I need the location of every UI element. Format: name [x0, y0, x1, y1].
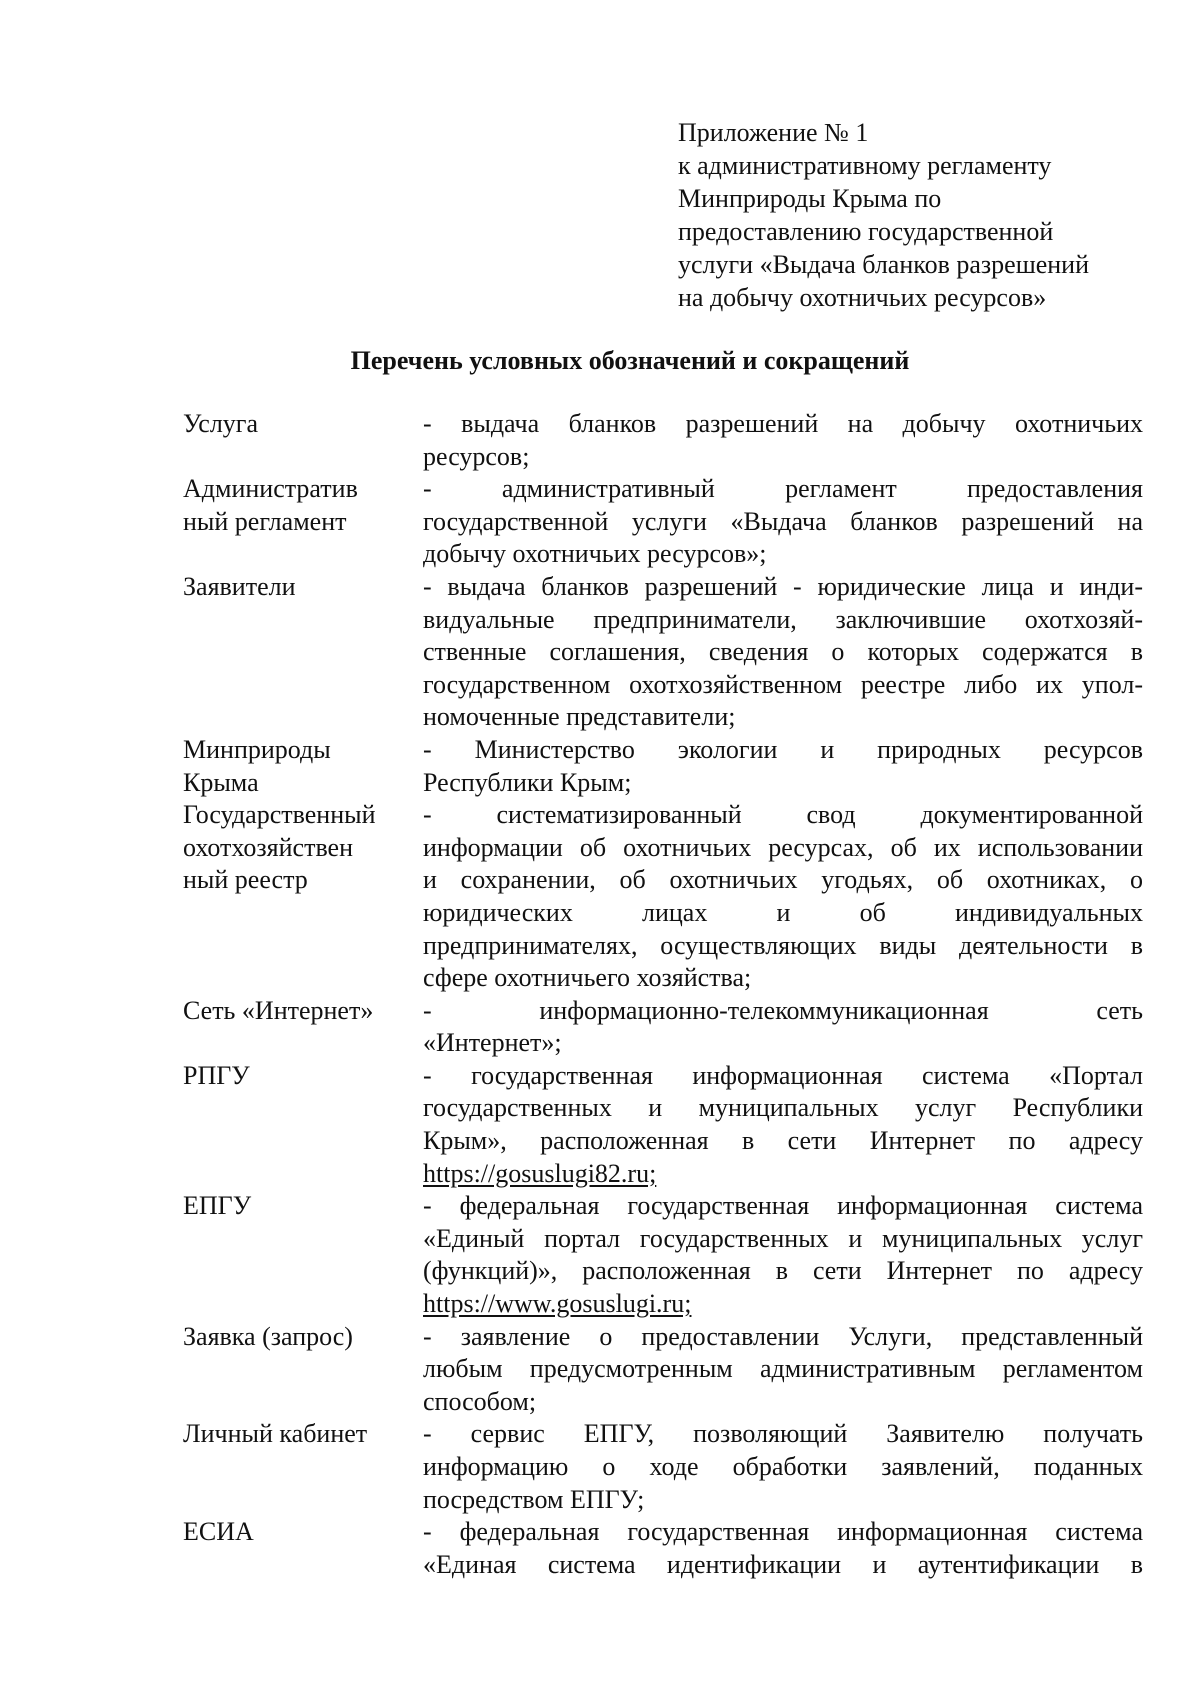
glossary-term-line: ный реестр [183, 865, 308, 895]
glossary-term-line: Административ [183, 474, 358, 504]
glossary-term-line: Заявители [183, 571, 296, 601]
glossary-definition [423, 408, 1143, 473]
glossary-row [183, 473, 1143, 571]
glossary-term-line: РПГУ [183, 1060, 250, 1090]
glossary-definition-line: добычу охотничьих ресурсов»; [423, 539, 767, 569]
glossary-term-line: Личный кабинет [183, 1419, 368, 1449]
glossary-definition-line: - государственная информационная система «Портал [423, 1060, 1143, 1090]
glossary-definition-line: ственные соглашения, сведения о которых содержатся в [423, 637, 1143, 667]
glossary-term [183, 1418, 423, 1451]
glossary-definition-line: государственных и муниципальных услуг Республики [423, 1093, 1143, 1123]
glossary-definition-line: государственной услуги «Выдача бланков разрешений на [423, 506, 1143, 536]
glossary-term-line: Заявка (запрос) [183, 1321, 353, 1351]
glossary-row [183, 995, 1143, 1060]
glossary-term [183, 1516, 423, 1549]
glossary-term [183, 734, 423, 799]
glossary-term-line: ЕСИА [183, 1517, 254, 1547]
glossary-definition [423, 1418, 1143, 1516]
glossary-definition-line: юридических лицах и об индивидуальных [423, 897, 1143, 927]
glossary-list [183, 408, 1143, 1581]
glossary-definition-line: - заявление о предоставлении Услуги, представленный [423, 1321, 1143, 1351]
glossary-definition-line: любым предусмотренным административным регламентом [423, 1354, 1143, 1384]
glossary-definition-line: - выдача бланков разрешений - юридические лица и инди- [423, 571, 1143, 601]
appendix-line: предоставлению государственной [678, 217, 1054, 246]
glossary-definition-line: ресурсов; [423, 441, 530, 471]
glossary-row [183, 799, 1143, 995]
appendix-line: к административному регламенту [678, 151, 1052, 180]
glossary-definition-line: номоченные представители; [423, 702, 736, 732]
glossary-term-line: Минприроды [183, 734, 331, 764]
glossary-definition-line: предпринимателях, осуществляющих виды деятельности в [423, 930, 1143, 960]
glossary-row [183, 734, 1143, 799]
glossary-definition-line: «Единый портал государственных и муниципальных услуг [423, 1223, 1143, 1253]
glossary-term-line: ЕПГУ [183, 1191, 252, 1221]
glossary-definition [423, 1516, 1143, 1581]
glossary-definition-line: - выдача бланков разрешений на добычу охотничьих [423, 409, 1143, 438]
glossary-definition-line: и сохранении, об охотничьих угодьях, об охотниках, о [423, 865, 1143, 895]
glossary-definition-line: посредством ЕПГУ; [423, 1484, 645, 1514]
glossary-row [183, 1516, 1143, 1581]
glossary-definition-line: «Единая система идентификации и аутентификации в [423, 1549, 1143, 1579]
glossary-definition-line: - Министерство экологии и природных ресурсов [423, 734, 1143, 764]
glossary-term [183, 571, 423, 604]
glossary-term-line: Услуга [183, 409, 259, 438]
glossary-definition [423, 473, 1143, 571]
glossary-definition-line: сфере охотничьего хозяйства; [423, 963, 752, 993]
glossary-row [183, 1060, 1143, 1190]
glossary-term [183, 799, 423, 897]
glossary-term [183, 1060, 423, 1093]
glossary-term [183, 1321, 423, 1354]
glossary-definition [423, 799, 1143, 995]
appendix-header [678, 116, 1148, 314]
glossary-definition-line: информацию о ходе обработки заявлений, поданных [423, 1452, 1143, 1481]
appendix-line: Минприроды Крыма по [678, 184, 942, 213]
glossary-row [183, 408, 1143, 473]
glossary-term-line: охотхозяйствен [183, 832, 354, 862]
page-title: Перечень условных обозначений и сокращений [350, 346, 910, 375]
glossary-definition-line: - федеральная государственная информационная система [423, 1191, 1143, 1221]
glossary-term-line: Государственный [183, 800, 376, 830]
glossary-definition [423, 571, 1143, 734]
glossary-definition-line: - федеральная государственная информационная система [423, 1517, 1143, 1547]
glossary-definition [423, 1321, 1143, 1419]
glossary-term-line: ный регламент [183, 506, 347, 536]
glossary-definition-line: - административный регламент предоставления [423, 474, 1143, 504]
glossary-term-line: Сеть «Интернет» [183, 995, 374, 1025]
glossary-term [183, 473, 423, 538]
url-link[interactable]: https://gosuslugi82.ru; [423, 1158, 657, 1188]
glossary-definition-line: - информационно-телекоммуникационная сеть [423, 995, 1143, 1025]
glossary-definition-line: Крым», расположенная в сети Интернет по адресу [423, 1126, 1143, 1156]
glossary-definition-line: государственном охотхозяйственном реестре либо их упол- [423, 669, 1143, 699]
glossary-row [183, 1190, 1143, 1320]
glossary-definition-line: - систематизированный свод документированной [423, 800, 1143, 830]
glossary-definition-line: (функций)», расположенная в сети Интернет по адресу [423, 1256, 1143, 1286]
glossary-definition-line: «Интернет»; [423, 1028, 562, 1058]
glossary-term-line: Крыма [183, 767, 259, 797]
appendix-line: на добычу охотничьих ресурсов» [678, 283, 1047, 312]
glossary-definition [423, 1060, 1143, 1190]
glossary-row [183, 1321, 1143, 1419]
glossary-term [183, 1190, 423, 1223]
glossary-definition [423, 1190, 1143, 1320]
glossary-definition-line: Республики Крым; [423, 767, 632, 797]
glossary-term [183, 995, 423, 1028]
glossary-term [183, 408, 423, 441]
glossary-definition [423, 734, 1143, 799]
glossary-definition [423, 995, 1143, 1060]
glossary-definition-line: информации об охотничьих ресурсах, об их использовании [423, 832, 1143, 862]
glossary-definition-line: видуальные предприниматели, заключившие охотхозяй- [423, 604, 1143, 634]
glossary-definition-line: - сервис ЕПГУ, позволяющий Заявителю получать [423, 1419, 1143, 1449]
glossary-row [183, 1418, 1143, 1516]
appendix-line: услуги «Выдача бланков разрешений [678, 250, 1089, 279]
url-link[interactable]: https://www.gosuslugi.ru; [423, 1289, 692, 1319]
appendix-line: Приложение № 1 [678, 118, 869, 147]
glossary-definition-line: способом; [423, 1386, 537, 1416]
glossary-row [183, 571, 1143, 734]
